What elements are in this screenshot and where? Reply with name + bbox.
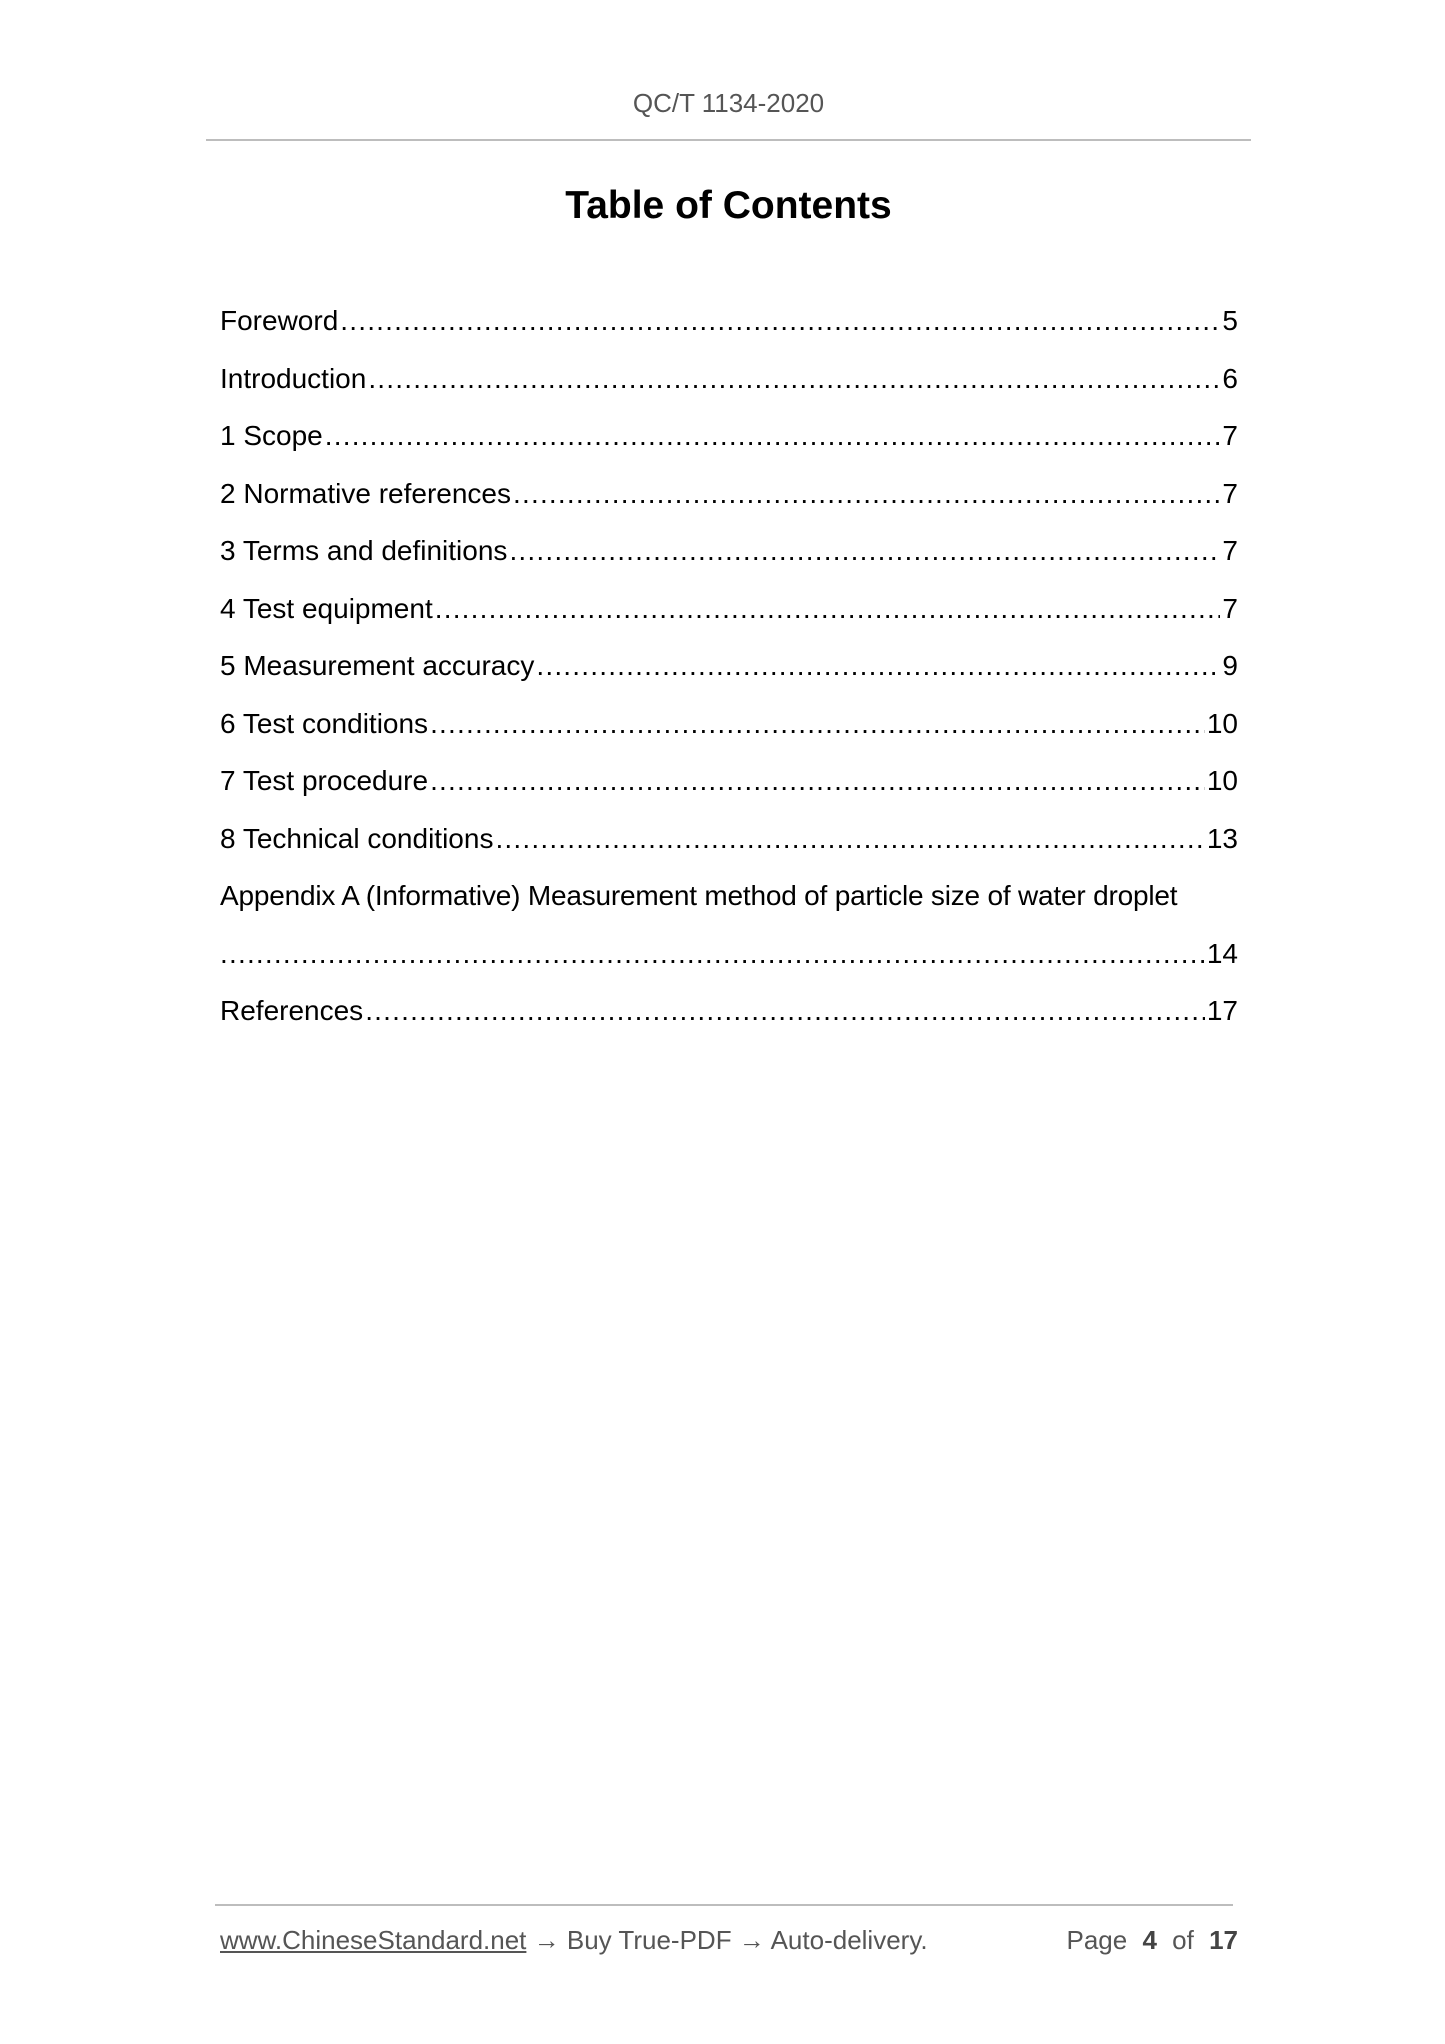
toc-entry-label: Foreword (220, 305, 339, 336)
toc-entry-references[interactable] (220, 982, 1238, 1040)
page-word: Page (1066, 1925, 1128, 1955)
toc-page-number: 7 (1222, 592, 1238, 624)
toc-dot-leader (365, 982, 1205, 1040)
page-indicator (1066, 1925, 1238, 1956)
toc-dot-leader (430, 752, 1205, 810)
footer-divider (215, 1904, 1233, 1906)
toc-page-number: 7 (1222, 420, 1238, 451)
toc-dot-leader (513, 465, 1220, 523)
toc-dot-leader (220, 925, 1205, 983)
toc-entry-test-equipment[interactable] (220, 580, 1238, 638)
toc-entry-measurement-accuracy[interactable] (220, 637, 1238, 695)
toc-entry-normative-references[interactable] (220, 465, 1238, 523)
toc-page-number: 10 (1206, 707, 1238, 739)
toc-entry-terms-definitions[interactable] (220, 522, 1238, 580)
toc-page-number: 6 (1222, 362, 1238, 394)
toc-entry-label: 2 Normative references (220, 477, 512, 509)
toc-dot-leader (340, 292, 1220, 350)
toc-entry-introduction[interactable] (220, 350, 1238, 408)
toc-dot-leader (430, 695, 1205, 753)
footer-promo (220, 1925, 928, 1956)
header-divider (206, 139, 1251, 141)
toc-entry-test-conditions[interactable] (220, 695, 1238, 753)
toc-entry-label: 4 Test equipment (220, 592, 433, 624)
of-word: of (1172, 1925, 1194, 1955)
toc-page-number: 9 (1222, 650, 1238, 681)
toc-page-number: 5 (1222, 305, 1238, 336)
toc-entry-appendix-a[interactable] (220, 867, 1238, 982)
toc-dot-leader (368, 350, 1220, 408)
toc-dot-leader (536, 637, 1220, 695)
toc-entry-foreword[interactable] (220, 292, 1238, 350)
toc-dot-leader (435, 580, 1221, 638)
toc-entry-test-procedure[interactable] (220, 752, 1238, 810)
toc-dot-leader (495, 810, 1204, 868)
site-link[interactable]: www.ChineseStandard.net (220, 1925, 527, 1955)
toc-entry-label: 5 Measurement accuracy (220, 650, 535, 681)
toc-page-number: 7 (1222, 535, 1238, 566)
toc-entry-label: Introduction (220, 362, 367, 394)
toc-entry-label: 7 Test procedure (220, 765, 429, 796)
toc-page-number: 14 (1206, 937, 1238, 969)
toc-entry-scope[interactable] (220, 407, 1238, 465)
toc-page-number: 7 (1222, 477, 1238, 509)
toc-entry-label: 6 Test conditions (220, 707, 429, 739)
toc-entry-label: Appendix A (Informative) Measurement method of particle size of water droplet (220, 880, 1178, 911)
page-footer (220, 1925, 1238, 1956)
total-page-count: 17 (1209, 1925, 1238, 1955)
page-title: Table of Contents (565, 184, 892, 227)
toc-entry-label: 1 Scope (220, 420, 323, 451)
toc-page-number: 13 (1206, 822, 1238, 854)
current-page-number: 4 (1142, 1925, 1157, 1955)
table-of-contents (220, 292, 1238, 1040)
toc-dot-leader (325, 407, 1221, 465)
toc-dot-leader (509, 522, 1220, 580)
toc-entry-technical-conditions[interactable] (220, 810, 1238, 868)
toc-page-number: 10 (1206, 765, 1238, 796)
toc-entry-label: References (220, 995, 364, 1026)
footer-promo-text: → Buy True-PDF → Auto-delivery. (533, 1925, 928, 1955)
toc-page-number: 17 (1206, 995, 1238, 1026)
toc-entry-label: 8 Technical conditions (220, 822, 494, 854)
toc-entry-label: 3 Terms and definitions (220, 535, 508, 566)
running-header: QC/T 1134-2020 (632, 88, 825, 118)
